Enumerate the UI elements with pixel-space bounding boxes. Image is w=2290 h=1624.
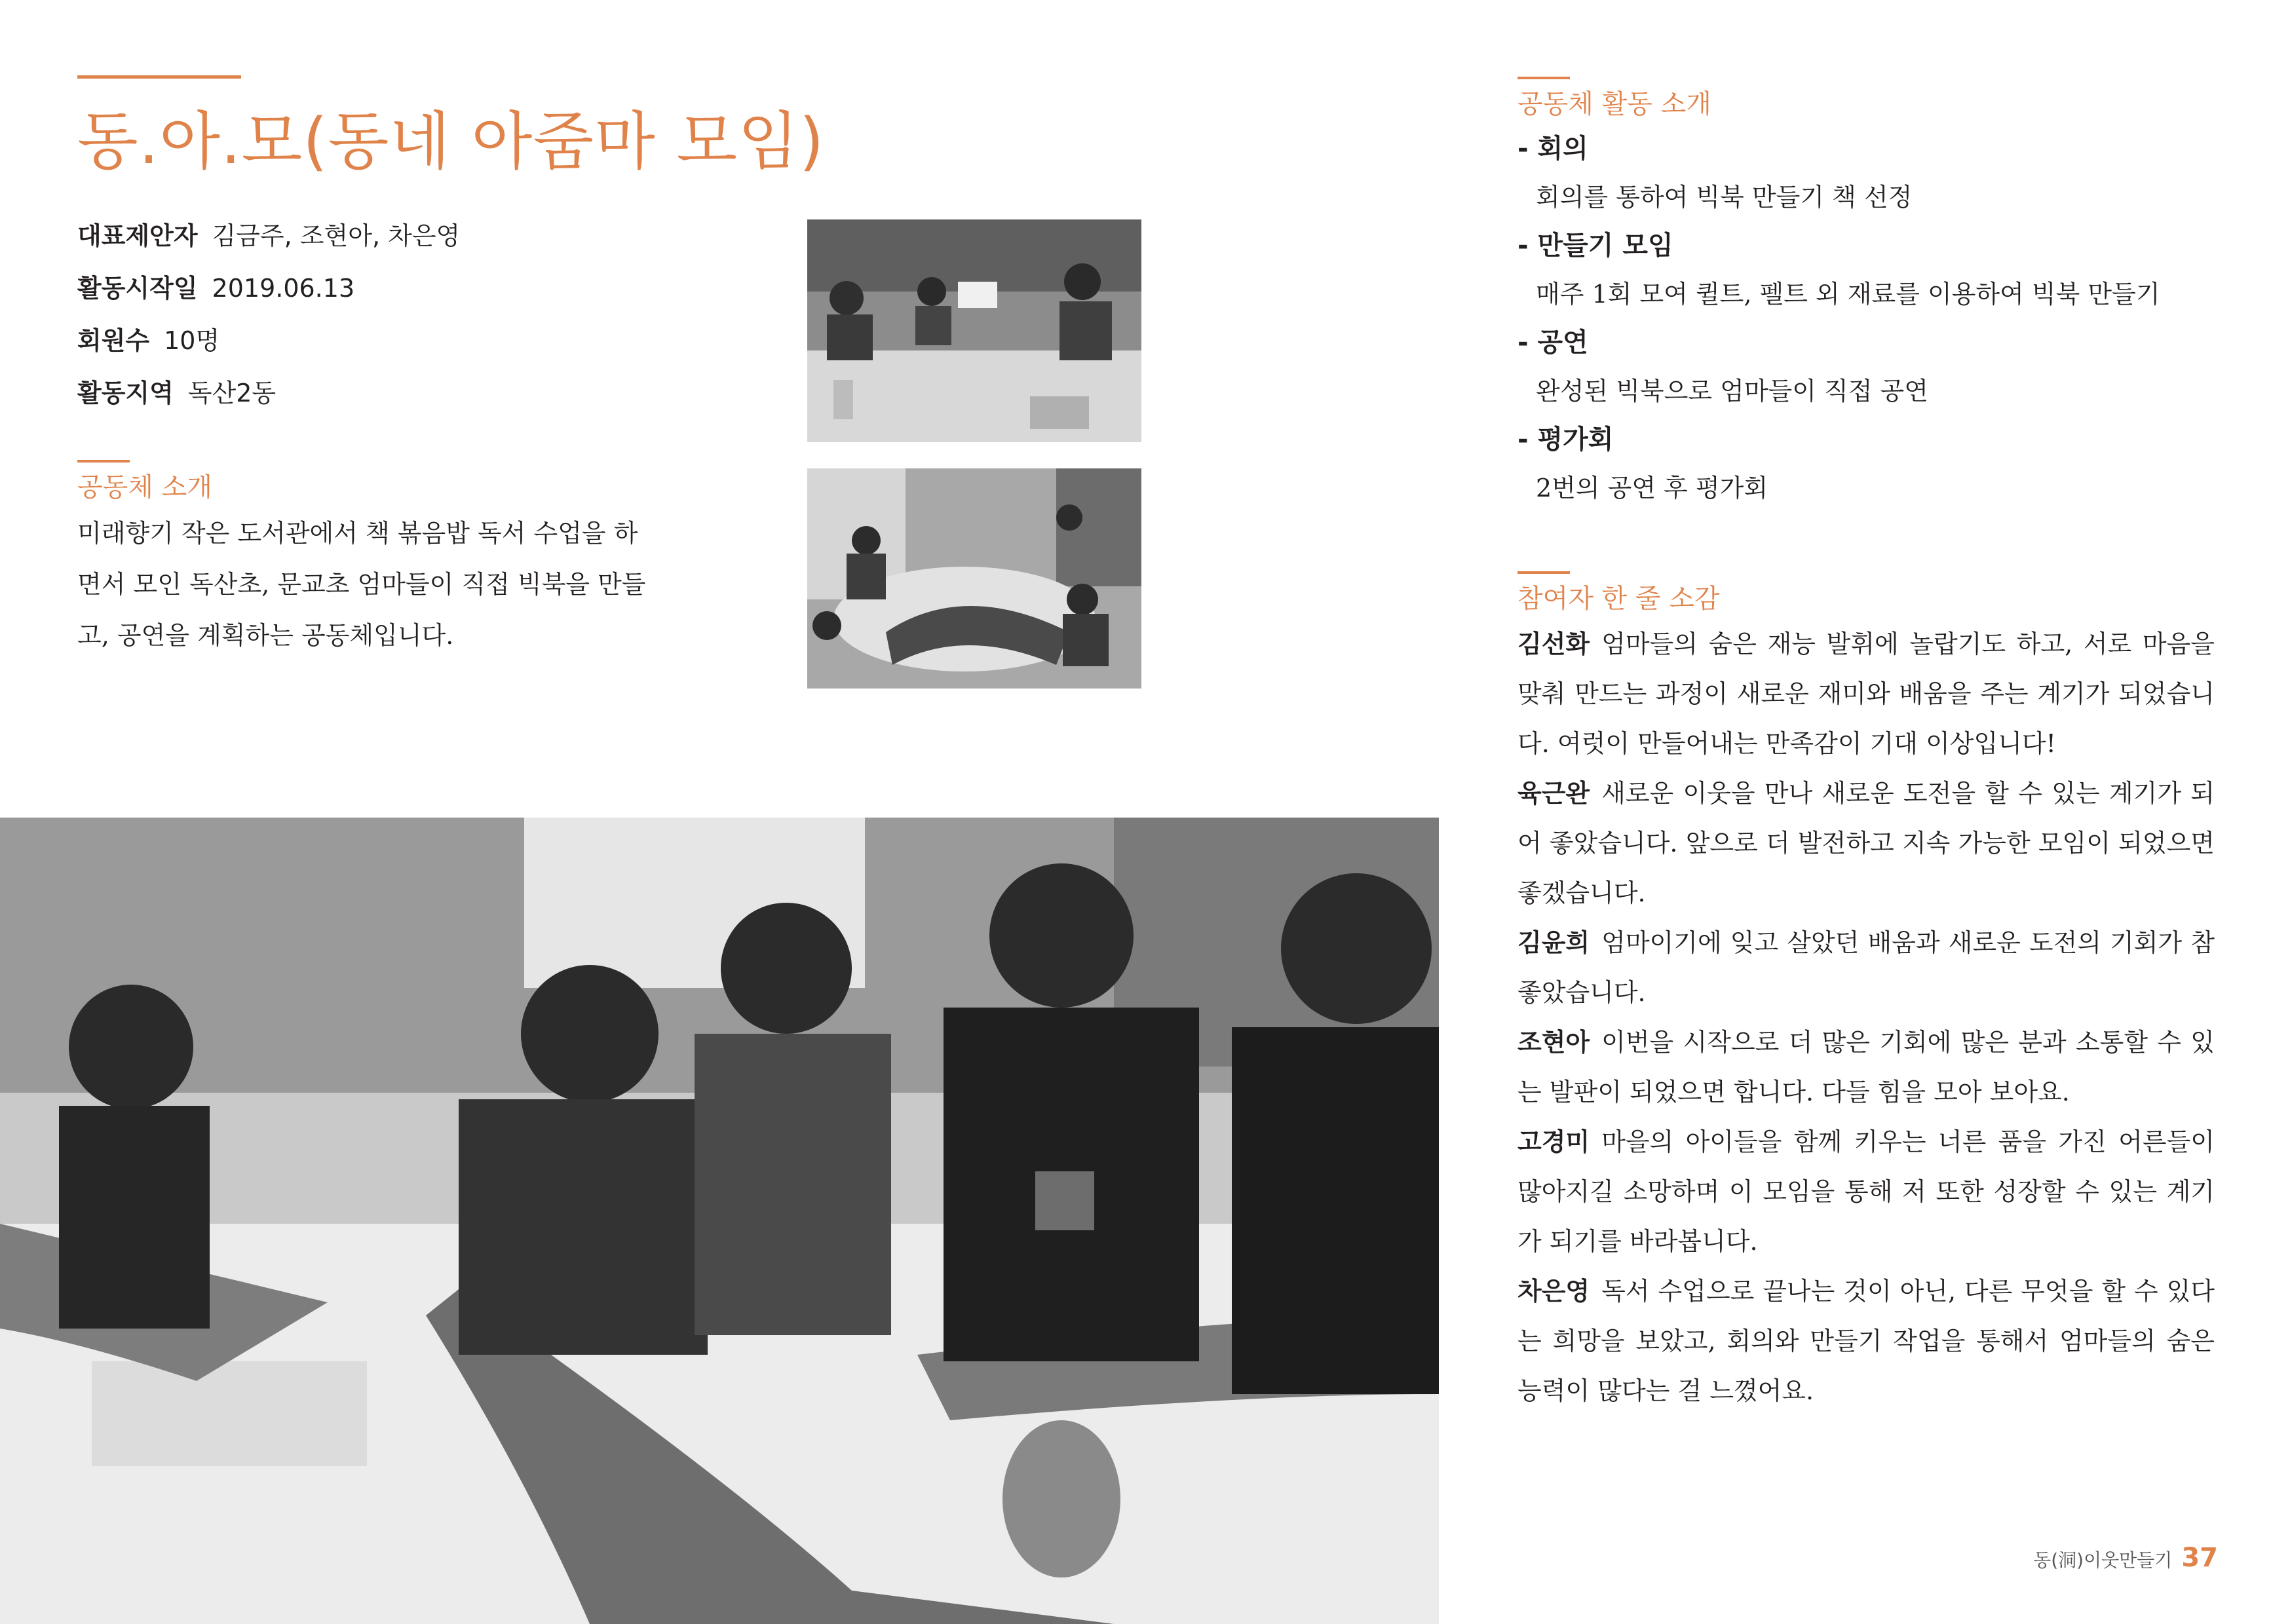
- review-item: [1517, 1017, 2215, 1117]
- activity-item: [1517, 415, 2238, 512]
- review-name: 조현아: [1517, 1028, 1590, 1057]
- meta-members: 회원수 10명: [77, 326, 220, 355]
- review-text: 엄마들의 숨은 재능 발휘에 놀랍기도 하고, 서로 마음을 맞춰 만드는 과정이 새로운 재미와 배움을 주는 계기가 되었습니다. 여럿이 만들어내는 만족감이 기대 이상입니다!: [1517, 630, 2215, 758]
- review-name: 김윤희: [1517, 928, 1590, 957]
- activity-title: - 만들기 모임: [1517, 231, 1673, 261]
- meta-area: 활동지역 독산2동: [77, 379, 277, 407]
- reviews-heading: 참여자 한 줄 소감: [1517, 584, 1720, 614]
- reviews-list: [1517, 619, 2215, 1416]
- review-item: [1517, 1117, 2215, 1266]
- meta-proposer: 대표제안자 김금주, 조현아, 차은영: [77, 221, 461, 250]
- review-item: [1517, 768, 2215, 918]
- review-item: [1517, 1266, 2215, 1416]
- activity-item: [1517, 318, 2238, 415]
- workshop-photo: [807, 468, 1141, 689]
- activities-list: [1517, 124, 2238, 512]
- reviews-accent-line: [1517, 571, 1570, 574]
- review-name: 차은영: [1517, 1277, 1590, 1306]
- group-crafting-photo: [0, 818, 1439, 1624]
- activities-accent-line: [1517, 77, 1570, 79]
- activities-heading: 공동체 활동 소개: [1517, 89, 1711, 119]
- intro-body: 미래향기 작은 도서관에서 책 볶음밥 독서 수업을 하면서 모인 독산초, 문교초 엄마들이 직접 빅북을 만들고, 공연을 계획하는 공동체입니다.: [77, 519, 646, 650]
- book-title: 동(洞)이웃만들기: [2033, 1549, 2173, 1571]
- review-text: 독서 수업으로 끝나는 것이 아닌, 다른 무엇을 할 수 있다는 희망을 보았고, 회의와 만들기 작업을 통해서 엄마들의 숨은 능력이 많다는 걸 느꼈어요.: [1517, 1277, 2215, 1405]
- page-title: 동.아.모(동네 아줌마 모임): [77, 105, 825, 178]
- review-text: 이번을 시작으로 더 많은 기회에 많은 분과 소통할 수 있는 발판이 되었으면 합니다. 다들 힘을 모아 보아요.: [1517, 1028, 2215, 1106]
- page-footer: [2033, 1543, 2218, 1573]
- review-name: 육근완: [1517, 779, 1590, 808]
- intro-accent-line: [77, 460, 130, 463]
- activity-item: [1517, 221, 2238, 318]
- review-text: 엄마이기에 잊고 살았던 배움과 새로운 도전의 기회가 참 좋았습니다.: [1517, 928, 2215, 1007]
- activity-title: - 평가회: [1517, 425, 1614, 455]
- community-meta: [77, 210, 460, 419]
- meeting-photo: [807, 219, 1141, 442]
- intro-heading: 공동체 소개: [77, 472, 212, 502]
- activity-item: [1517, 124, 2238, 221]
- review-item: [1517, 619, 2215, 768]
- activity-title: - 공연: [1517, 328, 1588, 358]
- page-number: 37: [2181, 1543, 2218, 1573]
- activity-desc: 회의를 통하여 빅북 만들기 책 선정: [1536, 183, 1913, 212]
- activity-desc: 2번의 공연 후 평가회: [1536, 474, 1768, 502]
- meta-start-date: 활동시작일 2019.06.13: [77, 274, 355, 303]
- review-name: 김선화: [1517, 630, 1590, 658]
- review-item: [1517, 918, 2215, 1017]
- review-name: 고경미: [1517, 1127, 1590, 1156]
- activity-desc: 완성된 빅북으로 엄마들이 직접 공연: [1536, 377, 1928, 406]
- review-text: 마을의 아이들을 함께 키우는 너른 품을 가진 어른들이 많아지길 소망하며 이 모임을 통해 저 또한 성장할 수 있는 계기가 되기를 바라봅니다.: [1517, 1127, 2215, 1256]
- activity-desc: 매주 1회 모여 퀼트, 펠트 외 재료를 이용하여 빅북 만들기: [1536, 280, 2160, 309]
- activity-title: - 회의: [1517, 134, 1588, 164]
- review-text: 새로운 이웃을 만나 새로운 도전을 할 수 있는 계기가 되어 좋았습니다. 앞으로 더 발전하고 지속 가능한 모임이 되었으면 좋겠습니다.: [1517, 779, 2215, 907]
- title-accent-line: [77, 75, 241, 79]
